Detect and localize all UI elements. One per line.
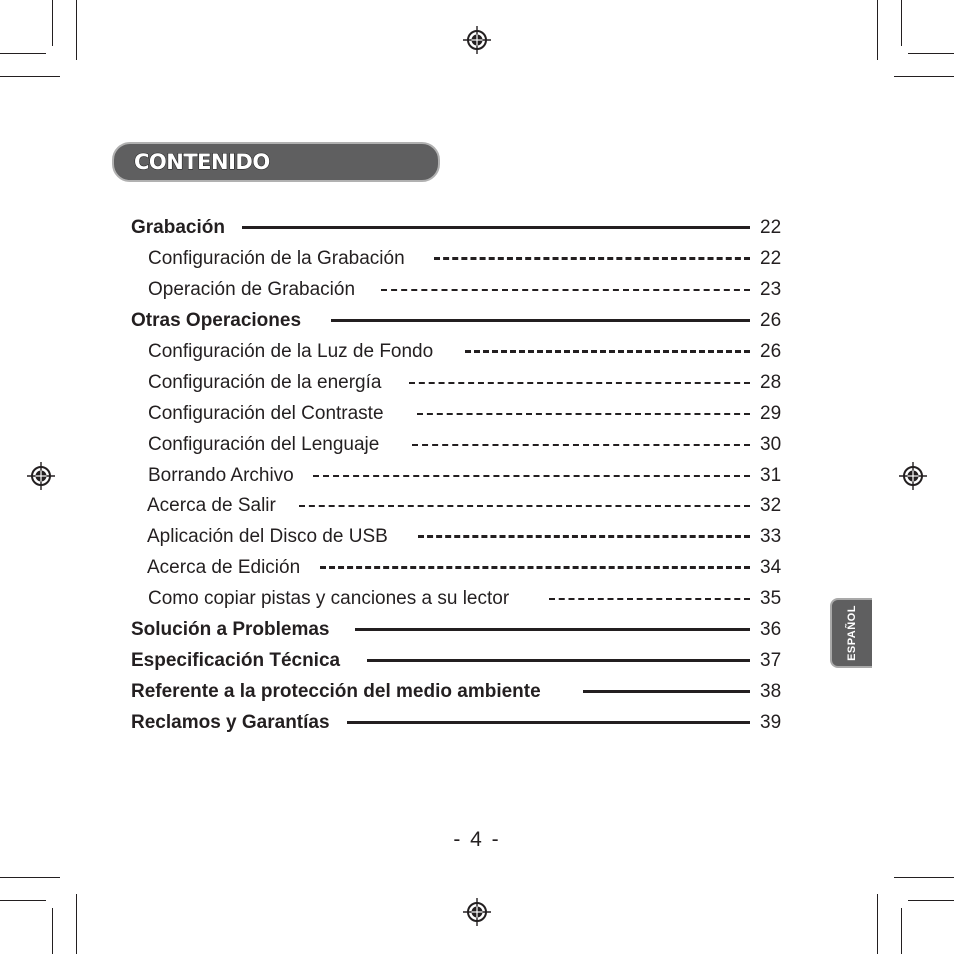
crop-mark: [0, 53, 46, 54]
crop-mark: [76, 894, 77, 954]
section-header: [112, 142, 440, 182]
toc-entry-contraste[interactable]: [0, 402, 954, 428]
toc-entry-acerca-salir[interactable]: [0, 494, 954, 520]
toc-page-number: 36: [760, 619, 782, 640]
toc-entry-label: Otras Operaciones: [131, 310, 302, 331]
crop-mark: [877, 894, 878, 954]
crop-mark: [76, 0, 77, 60]
toc-entry-label: Grabación: [131, 217, 225, 238]
toc-leader-solid: [347, 721, 750, 724]
crop-mark: [908, 53, 954, 54]
toc-entry-label: Configuración del Contraste: [148, 403, 384, 424]
toc-page-number: 35: [760, 588, 782, 609]
toc-entry-label: Reclamos y Garantías: [131, 712, 330, 733]
toc-entry-otras-operaciones[interactable]: [0, 309, 954, 335]
toc-leader-dashed: [320, 566, 750, 569]
toc-entry-label: Operación de Grabación: [148, 279, 356, 300]
toc-leader-dashed: [418, 535, 750, 538]
page-number: - 4 -: [453, 828, 501, 851]
toc-entry-label: Configuración de la Luz de Fondo: [148, 341, 434, 362]
crop-mark: [894, 76, 954, 77]
page-title: CONTENIDO: [134, 150, 270, 174]
crop-mark: [894, 877, 954, 878]
toc-entry-acerca-edicion[interactable]: [0, 556, 954, 582]
toc-entry-disco-usb[interactable]: [0, 525, 954, 551]
toc-page-number: 30: [760, 434, 782, 455]
toc-leader-dashed: [412, 444, 750, 446]
toc-entry-solucion-problemas[interactable]: [0, 618, 954, 644]
toc-entry-especificacion-tecnica[interactable]: [0, 649, 954, 675]
toc-leader-solid: [242, 226, 750, 229]
crop-mark: [901, 908, 902, 954]
crop-mark: [52, 0, 53, 46]
toc-page-number: 38: [760, 681, 782, 702]
toc-entry-label: Configuración de la energía: [148, 372, 382, 393]
language-tab: [830, 598, 872, 668]
toc-entry-label: Borrando Archivo: [148, 465, 294, 486]
crop-mark: [908, 900, 954, 901]
toc-entry-medio-ambiente[interactable]: [0, 680, 954, 706]
toc-entry-label: Configuración del Lenguaje: [148, 434, 380, 455]
toc-entry-label: Configuración de la Grabación: [148, 248, 405, 269]
toc-entry-label: Aplicación del Disco de USB: [147, 526, 388, 547]
toc-leader-dashed: [417, 413, 750, 415]
crop-mark: [877, 0, 878, 60]
toc-leader-dashed: [409, 382, 750, 384]
toc-leader-solid: [331, 319, 750, 322]
toc-page-number: 23: [760, 279, 782, 300]
toc-entry-label: Acerca de Salir: [147, 495, 276, 516]
toc-entry-label: Referente a la protección del medio ambiente: [131, 681, 541, 702]
toc-entry-configuracion-grabacion[interactable]: [0, 247, 954, 273]
toc-page-number: 33: [760, 526, 782, 547]
toc-leader-solid: [583, 690, 750, 693]
toc-entry-energia[interactable]: [0, 371, 954, 397]
crop-mark: [0, 900, 46, 901]
toc-entry-grabacion[interactable]: [0, 216, 954, 242]
toc-entry-label: Especificación Técnica: [131, 650, 341, 671]
registration-mark-icon: [463, 26, 491, 54]
toc-entry-lenguaje[interactable]: [0, 433, 954, 459]
toc-leader-dashed: [549, 598, 750, 600]
toc-page-number: 22: [760, 248, 782, 269]
toc-page-number: 39: [760, 712, 782, 733]
toc-page-number: 22: [760, 217, 782, 238]
toc-leader-dashed: [299, 505, 750, 507]
toc-entry-label: Acerca de Edición: [147, 557, 301, 578]
toc-leader-dashed: [381, 289, 750, 291]
crop-mark: [52, 908, 53, 954]
toc-page-number: 29: [760, 403, 782, 424]
toc-entry-reclamos-garantias[interactable]: [0, 711, 954, 737]
toc-entry-operacion-grabacion[interactable]: [0, 278, 954, 304]
crop-mark: [0, 76, 60, 77]
toc-entry-label: Como copiar pistas y canciones a su lector: [148, 588, 510, 609]
toc-leader-dashed: [465, 350, 750, 353]
toc-page-number: 28: [760, 372, 782, 393]
toc-page-number: 31: [760, 465, 782, 486]
toc-entry-borrando-archivo[interactable]: [0, 464, 954, 490]
toc-leader-solid: [367, 659, 750, 662]
toc-entry-luz-fondo[interactable]: [0, 340, 954, 366]
language-tab-label: ESPAÑOL: [846, 605, 858, 661]
toc-page-number: 32: [760, 495, 782, 516]
crop-mark: [901, 0, 902, 46]
toc-entry-label: Solución a Problemas: [131, 619, 330, 640]
toc-entry-copiar-pistas[interactable]: [0, 587, 954, 613]
toc-page-number: 37: [760, 650, 782, 671]
toc-leader-dashed: [434, 257, 750, 260]
toc-leader-solid: [355, 628, 750, 631]
toc-page-number: 26: [760, 341, 782, 362]
toc-page-number: 26: [760, 310, 782, 331]
registration-mark-icon: [463, 898, 491, 926]
crop-mark: [0, 877, 60, 878]
toc-leader-dashed: [313, 475, 750, 477]
toc-page-number: 34: [760, 557, 782, 578]
